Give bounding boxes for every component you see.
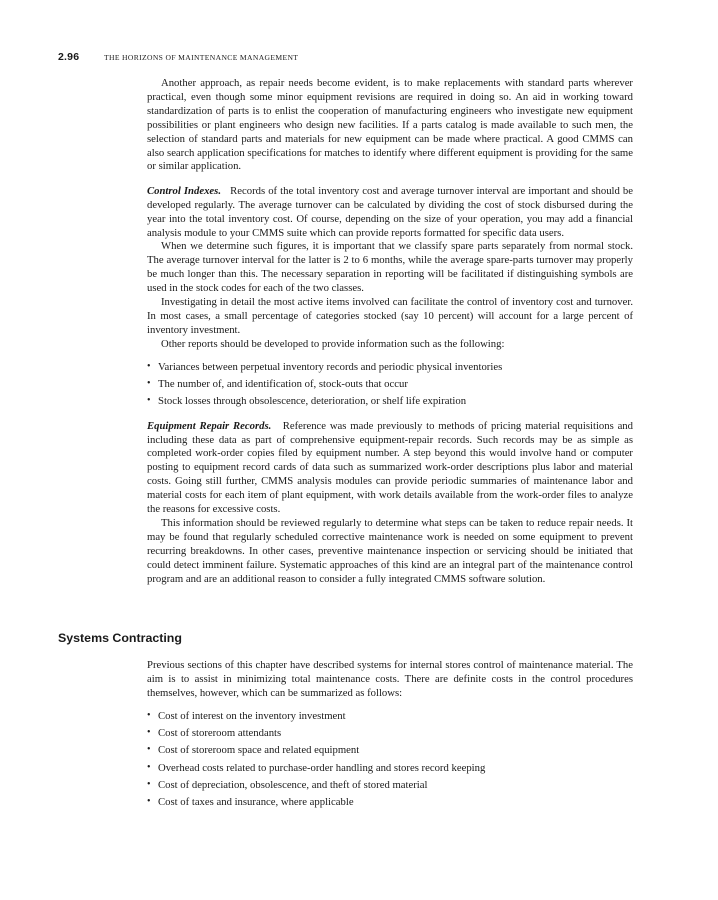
paragraph-control-indexes — [147, 185, 633, 241]
list-item: • Cost of interest on the inventory investment — [147, 709, 346, 722]
paragraph-review-information: This information should be reviewed regularly to determine what steps can be taken to reduce repair needs. It may be found that regularly scheduled corrective maintenance work is needed on some equipment to prevent recurring breakdowns. In other cases, preventive maintenance inspection or servicing should be initiated that could detect imminent failure. Systematic approaches of this kind are an integral part of the maintenance control program and are an additional reason to consider a fully integrated CMMS software solution. — [147, 516, 633, 585]
bullet-icon: • — [147, 727, 151, 739]
equipment-repair-text: Reference was made previously to methods of pricing material requisitions and including these data as part of comprehensive equipment-repair records. Such records may be as simple as completed work-order copies filed by equipment number. A step beyond this would involve hand or computer posting to equipment record cards of data such as summarized work-order descriptions plus labor and material costs. Going still further, CMMS analysis modules can provide periodic summaries of maintenance labor and material costs for each item of plant equipment, with work details available from the work-order files to analyze the reasons for excessive costs. — [147, 419, 633, 516]
control-indexes-heading: Control Indexes. — [147, 184, 222, 197]
bullet-icon: • — [147, 360, 151, 372]
list-item: • The number of, and identification of, stock-outs that occur — [147, 378, 408, 391]
paragraph-equipment-repair — [147, 420, 633, 517]
main-text — [147, 77, 633, 586]
bullet-icon: • — [147, 709, 151, 721]
list-item: • Cost of storeroom space and related equipment — [147, 744, 360, 757]
paragraph-standardization: Another approach, as repair needs become evident, is to make replacements with standard parts wherever practical, even though some minor equipment revisions are required in doing so. An aid in working toward standardization of parts is to enlist the cooperation of manufacturing engineers who investigate new equipment possibilities or plant engineers who design new facilities. If a parts catalog is made available to such men, the selection of standard parts and materials for new equipment can be made where practical. A good CMMS can also search application specifications for matches to identify where different equipment is providing for the same or similar application. — [147, 77, 633, 173]
page-number: 2.96 — [58, 51, 80, 63]
book-title: THE HORIZONS OF MAINTENANCE MANAGEMENT — [104, 53, 299, 62]
report-list — [147, 360, 633, 409]
paragraph-spare-parts: When we determine such figures, it is important that we classify spare parts separately from normal stock. The average turnover interval for the latter is 2 to 6 months, while the average spare-parts turnover may properly be much longer than this. The necessary separation in reporting will be facilitated if distinguishing symbols are used in the stock codes for each of the two classes. — [147, 240, 633, 295]
paragraph-active-items: Investigating in detail the most active items involved can facilitate the control of inventory cost and turnover. In most cases, a small percentage of categories stocked (say 10 percent) will account for a large percent of inventory investment. — [147, 296, 633, 336]
bullet-icon: • — [147, 395, 151, 407]
equipment-repair-heading: Equipment Repair Records. — [147, 419, 272, 432]
list-item: • Stock losses through obsolescence, deterioration, or shelf life expiration — [147, 395, 467, 408]
list-item: • Variances between perpetual inventory records and periodic physical inventories — [147, 360, 503, 373]
running-head — [58, 51, 658, 63]
bullet-icon: • — [147, 761, 151, 773]
paragraph-previous-sections: Previous sections of this chapter have described systems for internal stores control of maintenance material. The aim is to assist in minimizing total maintenance costs. There are definite costs in the control procedures themselves, however, which can be summarized as follows: — [147, 659, 633, 699]
bullet-icon: • — [147, 744, 151, 756]
systems-contracting-text — [147, 659, 633, 813]
paragraph-other-reports: Other reports should be developed to provide information such as the following: — [161, 337, 505, 350]
control-indexes-text: Records of the total inventory cost and average turnover interval are important and should be developed regularly. The average turnover can be calculated by dividing the cost of stock disbursed during the year into the total inventory cost. Of course, depending on the size of your operation, you may add a financial analysis module to your CMMS suite which can provide reports formatted for specific data users. — [147, 184, 633, 239]
list-item: • Overhead costs related to purchase-order handling and stores record keeping — [147, 761, 486, 774]
list-item: • Cost of depreciation, obsolescence, and theft of stored material — [147, 778, 428, 791]
bullet-icon: • — [147, 778, 151, 790]
bullet-icon: • — [147, 796, 151, 808]
section-heading-systems-contracting: Systems Contracting — [58, 631, 182, 645]
list-item: • Cost of storeroom attendants — [147, 727, 282, 740]
bullet-icon: • — [147, 378, 151, 390]
list-item: • Cost of taxes and insurance, where applicable — [147, 796, 354, 809]
cost-list — [147, 709, 633, 809]
